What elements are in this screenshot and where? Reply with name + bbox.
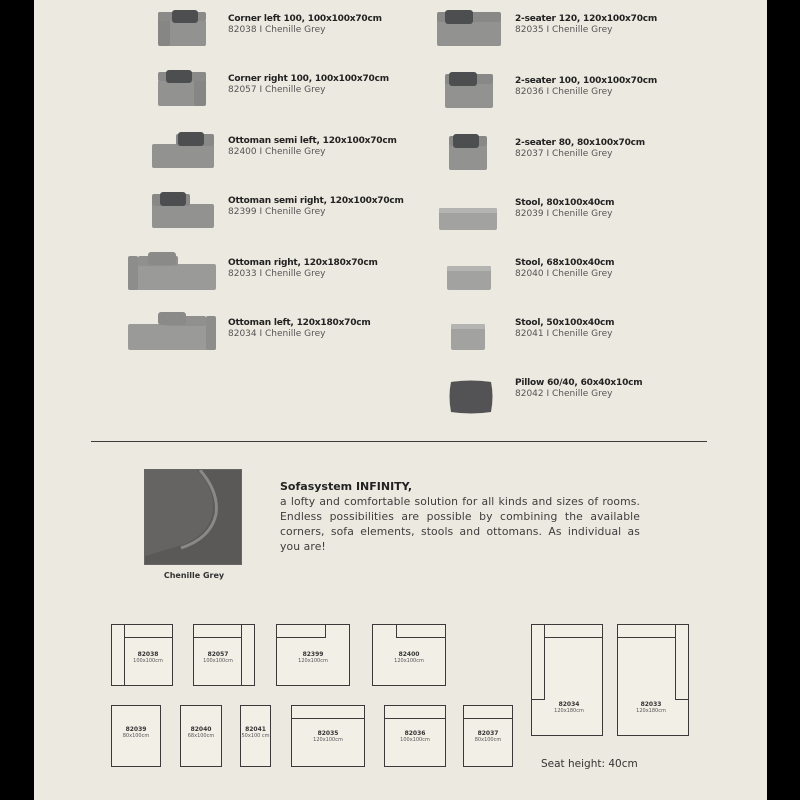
product-code: 82042 I Chenille Grey bbox=[515, 389, 613, 399]
description-title: Sofasystem INFINITY, bbox=[280, 480, 412, 493]
diagram-code: 82035 bbox=[317, 730, 339, 737]
two-seater-100-icon bbox=[415, 68, 507, 112]
catalog-sheet bbox=[34, 0, 767, 800]
product-item-82039 bbox=[415, 188, 745, 236]
product-code: 82041 I Chenille Grey bbox=[515, 329, 613, 339]
product-code: 82034 I Chenille Grey bbox=[228, 329, 326, 339]
diagram-code: 82040 bbox=[190, 726, 212, 733]
product-item-82037 bbox=[415, 128, 745, 176]
two-seater-120-icon bbox=[415, 6, 507, 50]
product-code: 82036 I Chenille Grey bbox=[515, 87, 613, 97]
diagram-dimension: 100x100cm bbox=[203, 658, 233, 664]
diagram-82034 bbox=[531, 624, 603, 736]
product-name: Ottoman left, 120x180x70cm bbox=[228, 318, 371, 328]
diagram-code: 82036 bbox=[404, 730, 426, 737]
corner-right-sofa-icon bbox=[128, 66, 220, 110]
product-item-82400 bbox=[128, 126, 458, 174]
product-code: 82037 I Chenille Grey bbox=[515, 149, 613, 159]
diagram-dimension: 68x100cm bbox=[187, 733, 215, 739]
diagram-82036 bbox=[384, 705, 446, 767]
product-item-82036 bbox=[415, 66, 745, 114]
diagram-dimension: 80x100cm bbox=[122, 733, 150, 739]
product-name: Stool, 68x100x40cm bbox=[515, 258, 615, 268]
diagram-dimension: 120x180cm bbox=[554, 708, 584, 714]
stool-80-icon bbox=[415, 190, 507, 234]
seat-height-note: Seat height: 40cm bbox=[541, 758, 638, 770]
product-name: 2-seater 120, 120x100x70cm bbox=[515, 14, 658, 24]
diagram-82038 bbox=[111, 624, 173, 686]
product-code: 82057 I Chenille Grey bbox=[228, 85, 326, 95]
product-name: Ottoman semi right, 120x100x70cm bbox=[228, 196, 404, 206]
product-code: 82399 I Chenille Grey bbox=[228, 207, 326, 217]
product-description bbox=[280, 480, 640, 554]
product-name: Pillow 60/40, 60x40x10cm bbox=[515, 378, 643, 388]
product-name: Stool, 50x100x40cm bbox=[515, 318, 615, 328]
stool-50-icon bbox=[415, 310, 507, 354]
diagram-82040 bbox=[180, 705, 222, 767]
diagram-82033 bbox=[617, 624, 689, 736]
diagram-code: 82038 bbox=[137, 651, 159, 658]
diagram-code: 82033 bbox=[640, 701, 662, 708]
fabric-swatch bbox=[144, 469, 242, 565]
diagram-dimension: 100x100cm bbox=[400, 737, 430, 743]
diagram-code: 82057 bbox=[207, 651, 229, 658]
product-name: Stool, 80x100x40cm bbox=[515, 198, 615, 208]
product-name: 2-seater 80, 80x100x70cm bbox=[515, 138, 645, 148]
ottoman-semi-right-icon bbox=[128, 188, 220, 232]
diagram-82057 bbox=[193, 624, 255, 686]
product-name: Corner left 100, 100x100x70cm bbox=[228, 14, 382, 24]
diagram-82400 bbox=[372, 624, 446, 686]
corner-left-sofa-icon bbox=[128, 6, 220, 50]
diagram-82037 bbox=[463, 705, 513, 767]
product-name: 2-seater 100, 100x100x70cm bbox=[515, 76, 658, 86]
product-name: Ottoman right, 120x180x70cm bbox=[228, 258, 378, 268]
product-item-82041 bbox=[415, 308, 745, 356]
product-code: 82035 I Chenille Grey bbox=[515, 25, 613, 35]
product-item-82035 bbox=[415, 4, 745, 52]
product-item-82057 bbox=[128, 64, 458, 112]
diagram-dimension: 120x100cm bbox=[394, 658, 424, 664]
product-code: 82040 I Chenille Grey bbox=[515, 269, 613, 279]
product-name: Ottoman semi left, 120x100x70cm bbox=[228, 136, 397, 146]
diagram-dimension: 120x100cm bbox=[298, 658, 328, 664]
diagram-code: 82034 bbox=[558, 701, 580, 708]
ottoman-right-icon bbox=[128, 250, 220, 294]
two-seater-80-icon bbox=[415, 130, 507, 174]
material-label: Chenille Grey bbox=[163, 571, 225, 580]
diagram-code: 82041 bbox=[245, 726, 266, 733]
diagram-code: 82399 bbox=[302, 651, 324, 658]
diagram-82041 bbox=[240, 705, 271, 767]
description-body: a lofty and comfortable solution for all kinds and sizes of rooms. Endless possibilities are possible by combining the available corners, sofa elements, stools and ottomans. As individual as you are! bbox=[280, 495, 640, 553]
ottoman-semi-left-icon bbox=[128, 128, 220, 172]
diagram-82035 bbox=[291, 705, 365, 767]
product-code: 82400 I Chenille Grey bbox=[228, 147, 326, 157]
diagram-dimension: 100x100cm bbox=[133, 658, 163, 664]
section-divider bbox=[91, 441, 707, 442]
product-code: 82033 I Chenille Grey bbox=[228, 269, 326, 279]
diagram-dimension: 120x180cm bbox=[636, 708, 666, 714]
diagram-code: 82400 bbox=[398, 651, 420, 658]
diagram-code: 82039 bbox=[125, 726, 147, 733]
diagram-82399 bbox=[276, 624, 350, 686]
product-code: 82039 I Chenille Grey bbox=[515, 209, 613, 219]
product-item-82038 bbox=[128, 4, 458, 52]
product-item-82399 bbox=[128, 186, 458, 234]
stool-68-icon bbox=[415, 250, 507, 294]
product-item-82040 bbox=[415, 248, 745, 296]
diagram-82039 bbox=[111, 705, 161, 767]
pillow-icon bbox=[415, 370, 507, 414]
fabric-swatch-icon bbox=[145, 470, 241, 564]
product-item-82034 bbox=[128, 308, 458, 356]
product-name: Corner right 100, 100x100x70cm bbox=[228, 74, 389, 84]
ottoman-left-icon bbox=[128, 310, 220, 354]
diagram-code: 82037 bbox=[477, 730, 499, 737]
product-item-82033 bbox=[128, 248, 458, 296]
diagram-dimension: 120x100cm bbox=[313, 737, 343, 743]
diagram-dimension: 50x100 cm bbox=[241, 733, 270, 739]
product-item-82042 bbox=[415, 368, 745, 416]
product-code: 82038 I Chenille Grey bbox=[228, 25, 326, 35]
diagram-dimension: 80x100cm bbox=[474, 737, 502, 743]
